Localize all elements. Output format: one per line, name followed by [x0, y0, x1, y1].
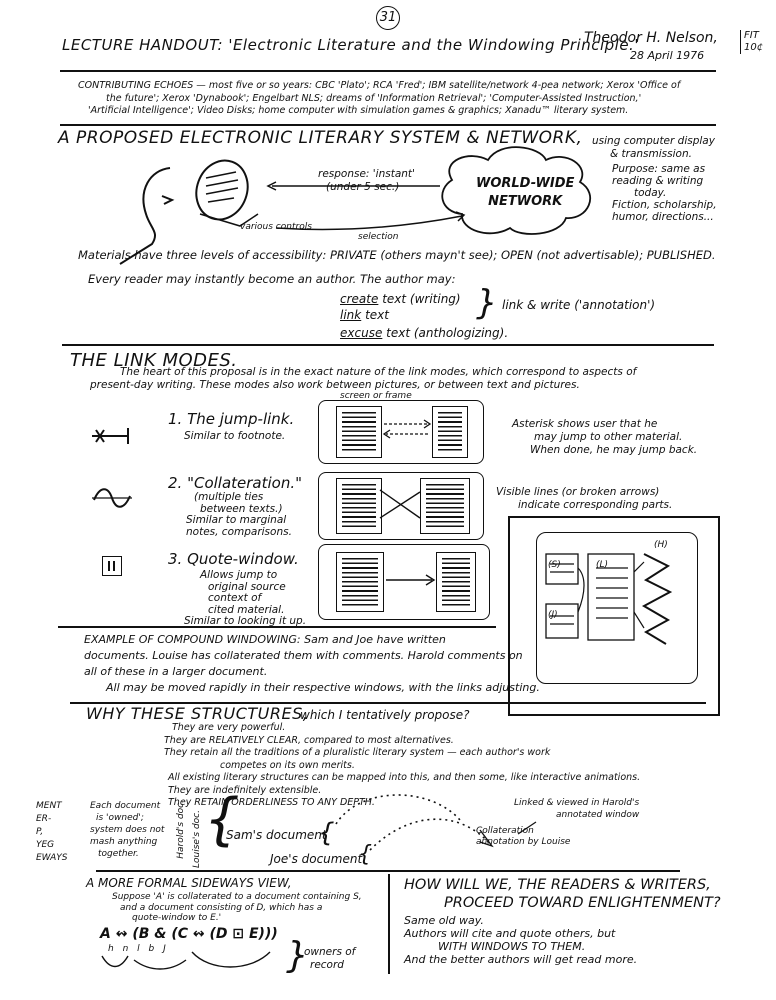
formal-marks: h n l b J [108, 944, 169, 954]
frag-5: EWAYS [36, 853, 68, 863]
window-label-j: (J) [548, 610, 558, 620]
response-line-2: (under 5 sec.) [326, 181, 400, 193]
why-brace: { [204, 787, 240, 852]
sams-brace: { [318, 818, 335, 848]
m3-desc-2: original source [208, 580, 286, 593]
rule-6 [96, 870, 680, 872]
frag-1: MENT [36, 801, 62, 811]
owners-1: owners of [304, 946, 356, 958]
purpose-line-5: humor, directions... [612, 211, 714, 223]
window-label-l: (L) [596, 560, 609, 570]
joes-document: Joe's document [270, 852, 363, 866]
why-title-tail: which I tentatively propose? [300, 708, 470, 722]
linked-1: Linked & viewed in Harold's [514, 798, 640, 808]
frag-4: YEG [36, 840, 55, 850]
response-line-1: response: 'instant' [318, 168, 415, 180]
contrib-line-3: 'Artificial Intelligence'; Video Disks; home computer with simulation games & graphics; Xanadu™ literary system. [88, 105, 629, 116]
contrib-line-1: CONTRIBUTING ECHOES — most five or so years: CBC 'Plato'; RCA 'Fred'; IBM satellite/network 4-pea network; Xerox 'Office of [78, 80, 681, 91]
how-line-1: Same old way. [404, 914, 484, 927]
mode-2-crossing-lines [378, 478, 438, 538]
coll-2: annotation by Louise [476, 837, 571, 847]
link-modes-intro [90, 366, 636, 392]
why-title: WHY THESE STRUCTURES, [86, 704, 309, 723]
compound-line-3: all of these in a larger document. [84, 665, 268, 678]
bottom-divider [388, 874, 390, 974]
each-1: Each document [90, 801, 161, 811]
how-title [404, 876, 721, 912]
window-label-s: (S) [548, 560, 561, 570]
mode-1-note [512, 418, 697, 457]
harolds-doc-label: Harold's doc. [176, 800, 186, 859]
why-point-7: They RETAIN ORDERLINESS TO ANY DEPTH. [168, 797, 375, 808]
formal-lines [112, 892, 362, 924]
louises-doc-label: Louise's doc. [192, 810, 202, 869]
create-rest: text (writing) [382, 292, 461, 306]
response-label [318, 168, 415, 194]
m1-note-3: When done, he may jump back. [530, 444, 698, 456]
jump-link-icon [88, 422, 148, 452]
selection-label: selection [358, 232, 399, 242]
various-controls-label: various controls [240, 222, 312, 232]
link-word: link [340, 308, 362, 322]
why-point-3: They retain all the traditions of a pluralistic literary system — each author's work [164, 747, 551, 758]
each-3: system does not [90, 825, 165, 835]
m1-note-1: Asterisk shows user that he [512, 418, 658, 430]
page-number: 31 [376, 6, 400, 30]
sams-document: Sam's document [226, 828, 327, 842]
intro-line-2: present-day writing. These modes also work between pictures, or between text and pictures. [90, 379, 580, 391]
price-line-1: FIT [744, 30, 759, 41]
excuse-word: excuse [340, 326, 383, 340]
mode-1-arrows [382, 420, 442, 440]
mode-3-arrow [384, 572, 444, 592]
each-5: together. [98, 849, 139, 859]
intro-line-1: The heart of this proposal is in the exact nature of the link modes, which correspond to aspects of [120, 366, 637, 378]
m2-desc-2: between texts.) [200, 502, 283, 515]
m2-desc-4: notes, comparisons. [186, 525, 292, 538]
how-lines [404, 914, 637, 966]
mode-2-desc [186, 492, 292, 538]
mode-3-title: 3. Quote-window. [168, 550, 299, 568]
why-point-5: All existing literary structures can be mapped into this, and then some, like interactive animations. [168, 772, 641, 783]
compound-example [84, 632, 540, 696]
collateration-icon [90, 484, 140, 514]
how-title-2: PROCEED TOWARD ENLIGHTENMENT? [444, 895, 721, 911]
formal-line-1: Suppose 'A' is collaterated to a document containing S, [112, 892, 362, 902]
accessibility-line: Materials have three levels of accessibility: PRIVATE (others mayn't see); OPEN (not advertisable); PUBLISHED. [78, 248, 716, 262]
mode-3-doc-a [336, 552, 384, 612]
author-name: Theodor H. Nelson, [584, 30, 718, 46]
m3-desc-1: Allows jump to [200, 569, 278, 581]
brace: } [476, 283, 498, 323]
tail-line-1: using computer display [592, 135, 715, 147]
handout-title: LECTURE HANDOUT: 'Electronic Literature and the Windowing Principle.' [62, 36, 639, 54]
purpose-line-3: today. [634, 187, 667, 199]
formal-title: A MORE FORMAL SIDEWAYS VIEW, [86, 876, 292, 890]
m3-desc-4: cited material. [208, 603, 285, 616]
m3-desc-5: Similar to looking it up. [184, 615, 307, 627]
mode-2-note [496, 486, 672, 512]
each-2: is 'owned'; [96, 813, 144, 823]
window-label-h: (H) [654, 540, 668, 550]
purpose-line-4: Fiction, scholarship, [612, 199, 717, 211]
how-line-4: And the better authors will get read more. [404, 953, 638, 966]
rule-4 [58, 626, 496, 628]
create-word: create [340, 292, 379, 306]
world-wide-network [476, 175, 574, 211]
proposed-title: A PROPOSED ELECTRONIC LITERARY SYSTEM & NETWORK, [58, 128, 583, 148]
network-line-2: NETWORK [488, 194, 563, 209]
owners-brace: } [286, 935, 309, 976]
why-point-1: They are very powerful. [172, 722, 286, 733]
m2-desc-1: (multiple ties [194, 491, 264, 503]
owners-of-record [304, 946, 355, 972]
rule-3 [62, 344, 714, 346]
m2-note-2: indicate corresponding parts. [518, 499, 673, 511]
how-title-1: HOW WILL WE, THE READERS & WRITERS, [404, 877, 711, 893]
frag-3: P, [36, 827, 44, 837]
link-modes-title: THE LINK MODES. [70, 350, 238, 371]
network-line-1: WORLD-WIDE [476, 176, 575, 191]
every-reader-line: Every reader may instantly become an author. The author may: [88, 272, 456, 286]
link-rest: text [365, 308, 389, 322]
compound-line-1: EXAMPLE OF COMPOUND WINDOWING: Sam and Joe have written [84, 633, 446, 646]
linked-viewed-note [514, 798, 639, 821]
compound-line-4: All may be moved rapidly in their respective windows, with the links adjusting. [106, 681, 540, 694]
contrib-line-2: the future'; Xerox 'Dynabook'; Engelbart NLS; dreams of 'Information Retrieval'; 'Computer-Assisted Instruction,' [106, 92, 642, 104]
mode-2-doc-a [336, 478, 382, 534]
owners-2: record [310, 959, 344, 971]
m2-desc-3: Similar to marginal [186, 514, 287, 526]
mode-1-title: 1. The jump-link. [168, 410, 295, 428]
m2-note-1: Visible lines (or broken arrows) [496, 486, 660, 498]
screen-frame-label: screen or frame [340, 391, 412, 401]
mode-3-desc [184, 569, 307, 628]
m3-desc-3: context of [208, 592, 262, 604]
left-margin-fragment [36, 800, 68, 865]
action-excuse [340, 326, 508, 340]
each-4: mash anything [90, 837, 158, 847]
how-line-3: WITH WINDOWS TO THEM. [438, 940, 586, 953]
formal-line-3: quote-window to E.' [132, 913, 222, 923]
quote-window-icon [102, 556, 122, 576]
linked-2: annotated window [556, 809, 640, 820]
why-point-4: competes on its own merits. [220, 759, 355, 771]
each-document-note [90, 800, 164, 860]
purpose-line-1: Purpose: same as [612, 163, 706, 175]
handout-date: 28 April 1976 [630, 49, 705, 62]
how-line-2: Authors will cite and quote others, but [404, 927, 616, 940]
formal-formula: A ↭ (B & (C ↭ (D ⊡ E))) [100, 926, 278, 942]
coll-1: Collateration [476, 826, 534, 836]
why-point-6: They are indefinitely extensible. [168, 784, 322, 796]
purpose-note [612, 163, 717, 223]
frag-2: ER- [36, 814, 52, 824]
purpose-line-2: reading & writing [612, 175, 704, 187]
mode-1-doc-a [336, 406, 382, 458]
compound-line-2: documents. Louise has collaterated them with comments. Harold comments on [84, 649, 523, 662]
joes-brace: { [358, 842, 372, 867]
mode-1-desc: Similar to footnote. [184, 430, 286, 442]
formal-line-2: and a document consisting of D, which has a [120, 902, 323, 913]
tail-line-2: & transmission. [610, 148, 692, 160]
compound-window-drawing [536, 532, 696, 682]
mode-2-title: 2. "Collateration." [168, 474, 303, 492]
why-point-2: They are RELATIVELY CLEAR, compared to most alternatives. [164, 734, 454, 746]
collateration-note [476, 826, 570, 848]
brace-note: link & write ('annotation') [502, 298, 656, 312]
m1-note-2: may jump to other material. [534, 431, 683, 443]
excuse-rest: text (anthologizing). [386, 326, 509, 340]
price-line-2: 10¢ [744, 42, 764, 53]
